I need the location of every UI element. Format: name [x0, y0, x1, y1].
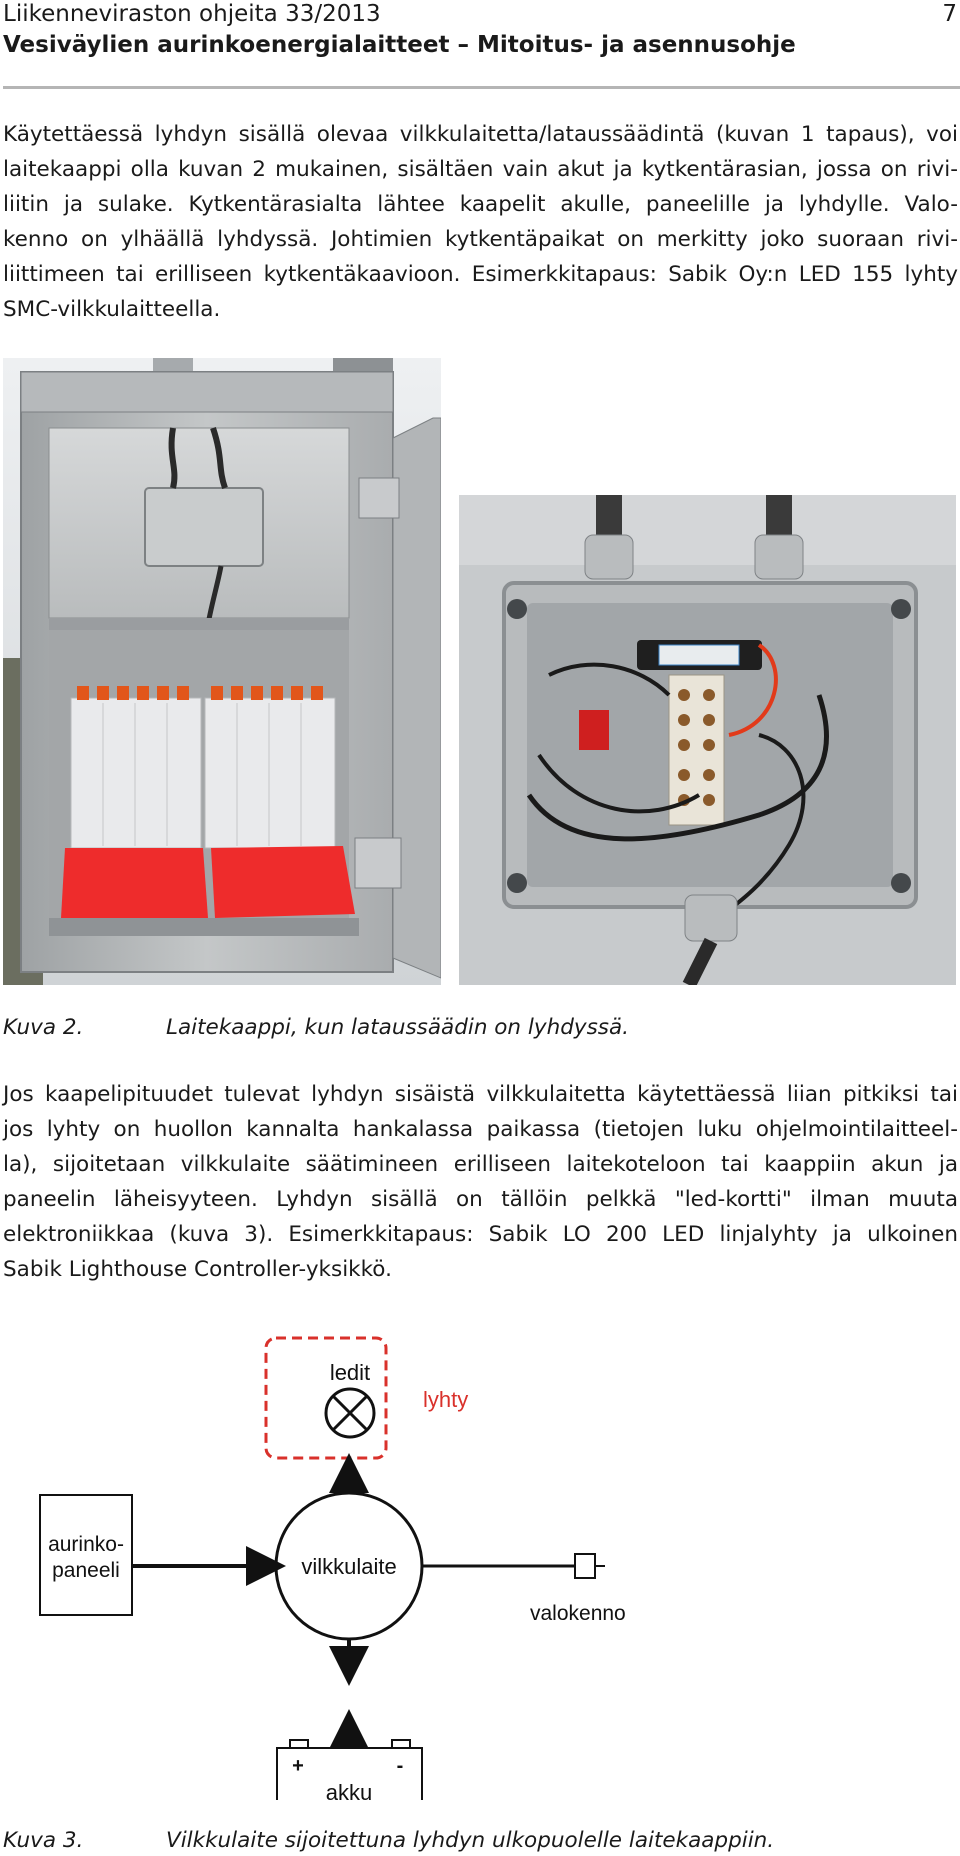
led-label: ledit [329, 1360, 371, 1385]
lantern-label: lyhty [423, 1387, 469, 1412]
paragraph-line: Sabik Lighthouse Controller-yksikkö. [3, 1257, 392, 1282]
page-number: 7 [942, 1, 957, 27]
battery-minus: - [396, 1755, 404, 1777]
paragraph-line: SMC-vilkkulaitteella. [3, 297, 221, 322]
paragraph-line: jos lyhty on huollon kannalta hankalassa paikassa (tietojen luku ohjelmointilaitteel- [3, 1117, 958, 1142]
cabinet-photo [3, 358, 441, 985]
paragraph-line: la), sijoitetaan vilkkulaite säätimineen erilliseen laitekoteloon tai kaappiin akun ja [3, 1152, 958, 1177]
paragraph-2 [3, 1077, 958, 1287]
figure-number: Kuva 2. [3, 1015, 84, 1040]
paragraph-line: Käytettäessä lyhdyn sisällä olevaa vilkkulaitetta/lataussäädintä (kuvan 1 tapaus), voi [3, 122, 958, 147]
figure-caption-text: Vilkkulaite sijoitettuna lyhdyn ulkopuolelle laitekaappiin. [166, 1828, 775, 1853]
paragraph-line: kenno on ylhäällä lyhdyssä. Johtimien kytkentäpaikat on merkitty joko suoraan rivi- [3, 227, 958, 252]
paragraph-line: paneelin läheisyyteen. Lyhdyn sisällä on tällöin pelkkä "led-kortti" ilman muuta [3, 1187, 958, 1212]
junction-box-photo [459, 495, 956, 985]
figure-caption-text: Laitekaappi, kun lataussäädin on lyhdyssä. [166, 1015, 629, 1040]
header-divider [3, 86, 960, 89]
battery-label: akku [325, 1780, 373, 1800]
flasher-label: vilkkulaite [301, 1554, 397, 1579]
sensor-label: valokenno [530, 1602, 626, 1625]
wiring-diagram [30, 1330, 640, 1800]
paragraph-1 [3, 117, 958, 327]
figure-number: Kuva 3. [3, 1828, 84, 1853]
battery-plus: + [292, 1755, 304, 1777]
panel-label-line2: paneeli [52, 1559, 120, 1582]
paragraph-line: liittimeen tai erilliseen kytkentäkaavioon. Esimerkkitapaus: Sabik Oy:n LED 155 lyhty [3, 262, 958, 287]
header-title: Liikenneviraston ohjeita 33/2013 [3, 1, 381, 27]
paragraph-line: liitin ja sulake. Kytkentärasialta lähtee kaapelit akulle, paneelille ja lyhdylle. Valo- [3, 192, 958, 217]
light-sensor-icon [575, 1554, 595, 1578]
panel-label-line1: aurinko- [48, 1533, 124, 1556]
paragraph-line: Jos kaapelipituudet tulevat lyhdyn sisäistä vilkkulaitetta käytettäessä liian pitkiksi tai [3, 1082, 958, 1107]
header-subtitle: Vesiväylien aurinkoenergialaitteet – Mitoitus- ja asennusohje [3, 32, 796, 58]
paragraph-line: laitekaappi olla kuvan 2 mukainen, sisältäen vain akut ja kytkentärasian, jossa on rivi- [3, 157, 958, 182]
paragraph-line: elektroniikkaa (kuva 3). Esimerkkitapaus: Sabik LO 200 LED linjalyhty ja ulkoinen [3, 1222, 958, 1247]
